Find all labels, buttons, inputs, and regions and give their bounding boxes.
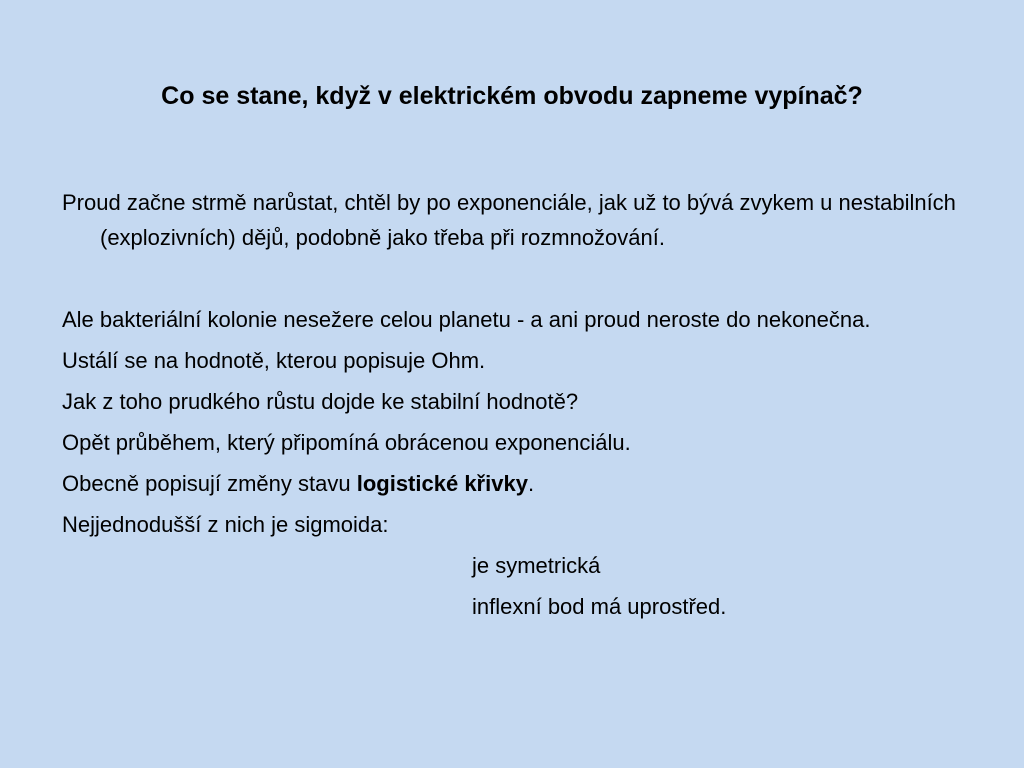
paragraph-ohm: Ustálí se na hodnotě, kterou popisuje Ohm.: [62, 348, 486, 373]
slide-title: Co se stane, když v elektrickém obvodu zapneme vypínač?: [161, 82, 863, 110]
logistic-prefix: Obecně popisují změny stavu: [62, 471, 357, 496]
slide-body: [62, 185, 962, 624]
paragraph-inverse-exponential: Opět průběhem, který připomíná obrácenou exponenciálu.: [62, 430, 631, 455]
sigmoid-property-inflection: inflexní bod má uprostřed.: [472, 594, 727, 619]
sigmoid-property-symmetric: je symetrická: [472, 553, 601, 578]
paragraph-current-growth: Proud začne strmě narůstat, chtěl by po exponenciále, jak už to bývá zvykem u nestabilních (explozivních) dějů, podobně jako třeba při rozmnožování.: [62, 190, 956, 250]
paragraph-sigmoid: Nejjednodušší z nich je sigmoida:: [62, 512, 389, 537]
paragraph-question: Jak z toho prudkého růstu dojde ke stabilní hodnotě?: [62, 389, 579, 414]
logistic-term: logistické křivky: [356, 471, 528, 496]
paragraph-bacteria: Ale bakteriální kolonie nesežere celou planetu - a ani proud neroste do nekonečna.: [62, 307, 871, 332]
paragraph-logistic: [62, 466, 962, 501]
logistic-suffix: .: [527, 471, 535, 496]
